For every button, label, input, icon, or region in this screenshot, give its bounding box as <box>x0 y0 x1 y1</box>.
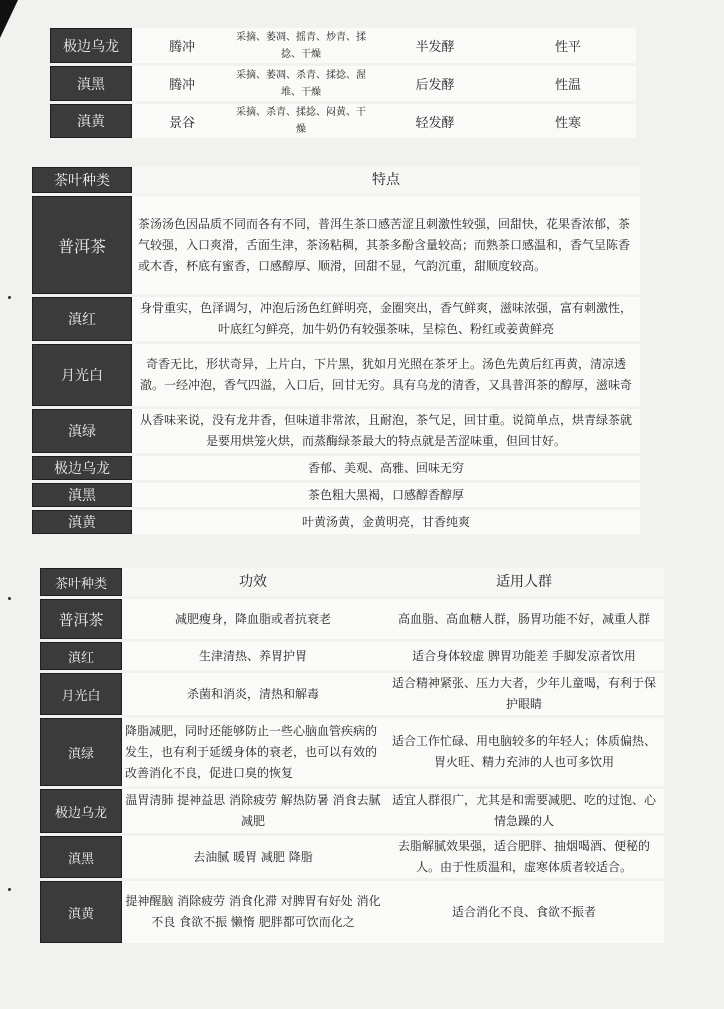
effect-text: 生津清热、养胃护胃 <box>122 642 384 670</box>
tea-name: 极边乌龙 <box>32 456 132 480</box>
table-row <box>50 66 636 101</box>
tea-name: 滇黄 <box>50 104 132 138</box>
fermentation: 后发酵 <box>370 66 500 101</box>
effect-text: 提神醒脑 消除疲劳 消食化滞 对脾胃有好处 消化不良 食欲不振 懒惰 肥胖都可饮而化之 <box>122 881 384 943</box>
header-effect: 功效 <box>122 568 384 596</box>
tea-features-table <box>32 164 640 537</box>
process: 采摘、萎凋、杀青、揉捻、渥堆、干燥 <box>232 66 370 101</box>
table-header-row <box>40 568 664 596</box>
nature: 性平 <box>500 28 636 63</box>
feature-text: 香郁、美观、高雅、回味无穷 <box>132 456 640 480</box>
table-row <box>40 836 664 878</box>
tea-name: 极边乌龙 <box>40 789 122 833</box>
effect-text: 减肥瘦身，降血脂或者抗衰老 <box>122 599 384 639</box>
table-row <box>32 344 640 406</box>
tea-name: 滇黄 <box>40 881 122 943</box>
table-row <box>50 28 636 63</box>
header-tea-type: 茶叶种类 <box>32 167 132 193</box>
feature-text: 奇香无比，形状奇异，上片白，下片黑，犹如月光照在茶牙上。汤色先黄后红再黄，清凉透澈。一经冲泡，香气四溢，入口后，回甘无穷。具有乌龙的清香，又具普洱茶的醇厚，滋味奇 <box>132 344 640 406</box>
feature-text: 从香味来说，没有龙井香，但味道非常浓，且耐泡，茶气足，回甘重。说简单点，烘青绿茶就是要用烘笼火烘，而蒸酶绿茶最大的特点就是苦涩味重，但回甘好。 <box>132 409 640 453</box>
table-row <box>40 789 664 833</box>
people-text: 适合精神紧张、压力大者，少年儿童喝，有利于保护眼睛 <box>384 673 664 715</box>
tea-name: 月光白 <box>40 673 122 715</box>
feature-text: 身骨重实，色泽调匀，冲泡后汤色红鲜明亮，金圈突出，香气鲜爽，滋味浓强，富有刺激性，叶底红匀鲜亮，加牛奶仍有较强茶味，呈棕色、粉红或姜黄鲜亮 <box>132 297 640 341</box>
tea-name: 滇黑 <box>32 483 132 507</box>
table-row <box>40 642 664 670</box>
fermentation: 半发酵 <box>370 28 500 63</box>
tea-name: 滇黑 <box>50 66 132 101</box>
scan-speck <box>8 296 11 299</box>
fermentation: 轻发酵 <box>370 104 500 138</box>
table-row <box>40 673 664 715</box>
origin: 腾冲 <box>132 28 232 63</box>
header-people: 适用人群 <box>384 568 664 596</box>
origin: 景谷 <box>132 104 232 138</box>
table-row <box>32 510 640 534</box>
feature-text: 茶汤汤色因品质不同而各有不同，普洱生茶口感苦涩且刺激性较强，回甜快，花果香浓郁，茶气较强，入口爽滑，舌面生津，茶汤粘稠，其茶多酚含量较高；而熟茶口感温和，香气呈陈香或木香，杯底有蜜香，口感醇厚、顺滑，回甜不显，气韵沉重，甜顺度较高。 <box>132 196 640 294</box>
people-text: 去脂解腻效果强，适合肥胖、抽烟喝酒、便秘的人。由于性质温和，虚寒体质者较适合。 <box>384 836 664 878</box>
scan-speck <box>8 888 11 891</box>
scan-speck <box>8 597 11 600</box>
tea-name: 滇红 <box>40 642 122 670</box>
origin: 腾冲 <box>132 66 232 101</box>
table-header-row <box>32 167 640 193</box>
nature: 性温 <box>500 66 636 101</box>
tea-name: 极边乌龙 <box>50 28 132 63</box>
tea-name: 滇绿 <box>32 409 132 453</box>
table-row <box>32 297 640 341</box>
effect-text: 降脂减肥，同时还能够防止一些心脑血管疾病的发生，也有利于延缓身体的衰老，也可以有效的改善消化不良，促进口臭的恢复 <box>122 718 384 786</box>
header-feature: 特点 <box>132 167 640 193</box>
table-row <box>50 104 636 138</box>
table-row <box>32 456 640 480</box>
table-row <box>40 881 664 943</box>
effect-text: 温胃清肺 提神益思 消除疲劳 解热防暑 消食去腻 减肥 <box>122 789 384 833</box>
tea-name: 滇黑 <box>40 836 122 878</box>
table-row <box>40 599 664 639</box>
table-row <box>32 196 640 294</box>
tea-name: 滇绿 <box>40 718 122 786</box>
people-text: 适宜人群很广，尤其是和需要减肥、吃的过饱、心情急躁的人 <box>384 789 664 833</box>
feature-text: 叶黄汤黄，金黄明亮，甘香纯爽 <box>132 510 640 534</box>
process: 采摘、杀青、揉捻、闷黄、干燥 <box>232 104 370 138</box>
tea-name: 滇黄 <box>32 510 132 534</box>
people-text: 适合身体较虚 脾胃功能差 手脚发凉者饮用 <box>384 642 664 670</box>
feature-text: 茶色粗大黑褐，口感醇香醇厚 <box>132 483 640 507</box>
effect-text: 杀菌和消炎，清热和解毒 <box>122 673 384 715</box>
tea-name: 月光白 <box>32 344 132 406</box>
tea-effects-table <box>40 565 664 946</box>
table-row <box>32 483 640 507</box>
table-row <box>40 718 664 786</box>
people-text: 高血脂、高血糖人群，肠胃功能不好，减重人群 <box>384 599 664 639</box>
tea-process-table <box>50 25 636 141</box>
people-text: 适合消化不良、食欲不振者 <box>384 881 664 943</box>
effect-text: 去油腻 暖胃 减肥 降脂 <box>122 836 384 878</box>
tea-name: 滇红 <box>32 297 132 341</box>
table-row <box>32 409 640 453</box>
nature: 性寒 <box>500 104 636 138</box>
header-tea-type: 茶叶种类 <box>40 568 122 596</box>
process: 采摘、萎凋、摇青、炒青、揉捻、干燥 <box>232 28 370 63</box>
tea-name: 普洱茶 <box>40 599 122 639</box>
scan-corner-shadow <box>0 0 18 38</box>
tea-name: 普洱茶 <box>32 196 132 294</box>
people-text: 适合工作忙碌、用电脑较多的年轻人；体质偏热、胃火旺、精力充沛的人也可多饮用 <box>384 718 664 786</box>
